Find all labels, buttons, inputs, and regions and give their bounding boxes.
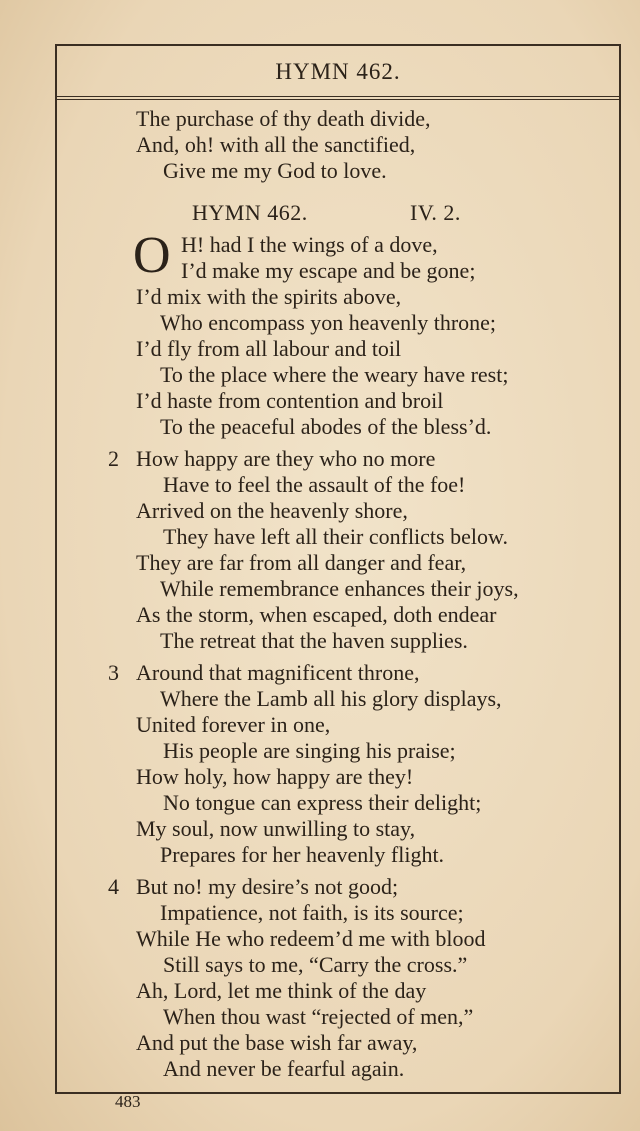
stanza-1-line-1: H! had I the wings of a dove, bbox=[181, 232, 438, 257]
stanza-1-line-8: To the peaceful abodes of the bless’d. bbox=[160, 414, 492, 439]
stanza-3-line-4: His people are singing his praise; bbox=[163, 738, 456, 763]
stanza-2-number: 2 bbox=[108, 446, 119, 471]
prev-line-2: And, oh! with all the sanctified, bbox=[136, 132, 416, 157]
prev-line-1: The purchase of thy death divide, bbox=[136, 106, 431, 131]
hymn-title: HYMN 462. bbox=[192, 200, 308, 225]
stanza-1-line-4: Who encompass yon heavenly throne; bbox=[160, 310, 497, 335]
stanza-4-line-3: While He who redeem’d me with blood bbox=[136, 926, 486, 951]
stanza-1-line-3: I’d mix with the spirits above, bbox=[136, 284, 402, 309]
stanza-2-line-3: Arrived on the heavenly shore, bbox=[136, 498, 408, 523]
header-rule bbox=[57, 96, 619, 97]
stanza-4-line-5: Ah, Lord, let me think of the day bbox=[136, 978, 427, 1003]
stanza-4-number: 4 bbox=[108, 874, 119, 899]
stanza-2-line-5: They are far from all danger and fear, bbox=[136, 550, 467, 575]
stanza-2-line-6: While remembrance enhances their joys, bbox=[160, 576, 519, 601]
stanza-3-line-3: United forever in one, bbox=[136, 712, 331, 737]
stanza-1-line-2: I’d make my escape and be gone; bbox=[181, 258, 476, 283]
stanza-4-line-8: And never be fearful again. bbox=[163, 1056, 405, 1081]
stanza-3-line-7: My soul, now unwilling to stay, bbox=[136, 816, 416, 841]
header-rule-inner bbox=[57, 99, 619, 100]
stanza-1-line-5: I’d fly from all labour and toil bbox=[136, 336, 402, 361]
stanza-4-line-7: And put the base wish far away, bbox=[136, 1030, 418, 1055]
stanza-3-line-8: Prepares for her heavenly flight. bbox=[160, 842, 445, 867]
stanza-3-line-1: Around that magnificent throne, bbox=[136, 660, 420, 685]
stanza-3-line-6: No tongue can express their delight; bbox=[163, 790, 482, 815]
stanza-3-line-5: How holy, how happy are they! bbox=[136, 764, 414, 789]
stanza-4-line-4: Still says to me, “Carry the cross.” bbox=[163, 952, 468, 977]
page-number: 483 bbox=[115, 1092, 141, 1111]
stanza-2-line-7: As the storm, when escaped, doth endear bbox=[136, 602, 497, 627]
stanza-3-line-2: Where the Lamb all his glory displays, bbox=[160, 686, 502, 711]
prev-line-3: Give me my God to love. bbox=[163, 158, 387, 183]
drop-cap: O bbox=[133, 227, 171, 284]
stanza-2-line-1: How happy are they who no more bbox=[136, 446, 436, 471]
stanza-1-line-7: I’d haste from contention and broil bbox=[136, 388, 444, 413]
stanza-2-line-4: They have left all their conflicts below. bbox=[163, 524, 508, 549]
stanza-1-line-6: To the place where the weary have rest; bbox=[160, 362, 509, 387]
stanza-4-line-6: When thou wast “rejected of men,” bbox=[163, 1004, 474, 1029]
running-title: HYMN 462. bbox=[275, 59, 401, 84]
stanza-2-line-2: Have to feel the assault of the foe! bbox=[163, 472, 466, 497]
stanza-2-line-8: The retreat that the haven supplies. bbox=[160, 628, 468, 653]
hymn-meter: IV. 2. bbox=[410, 200, 461, 225]
stanza-4-line-1: But no! my desire’s not good; bbox=[136, 874, 399, 899]
stanza-3-number: 3 bbox=[108, 660, 119, 685]
stanza-4-line-2: Impatience, not faith, is its source; bbox=[160, 900, 464, 925]
